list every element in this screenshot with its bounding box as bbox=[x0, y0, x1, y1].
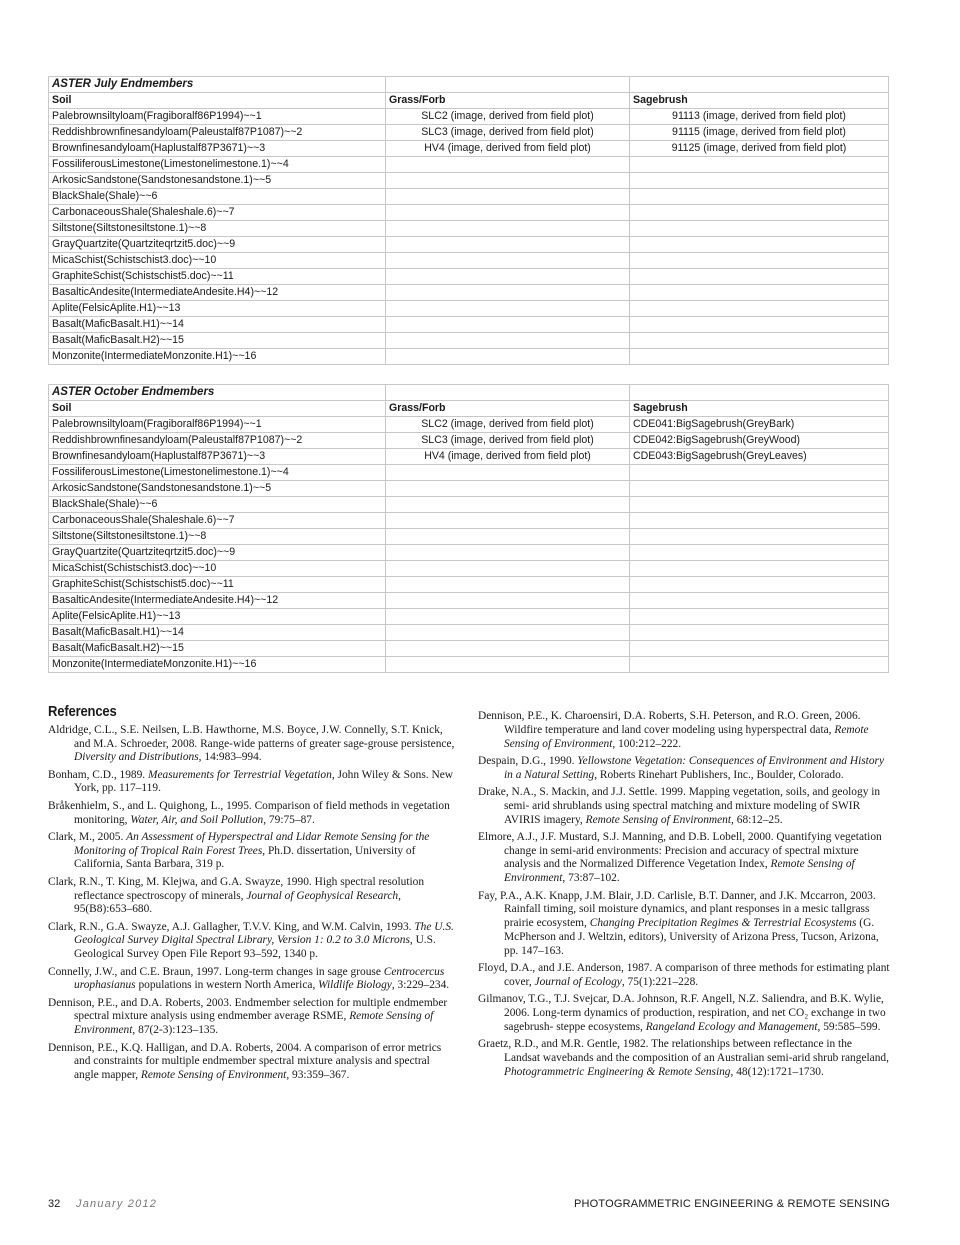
reference-text: , 93:359–367. bbox=[286, 1069, 350, 1082]
reference-entry bbox=[478, 710, 890, 751]
reference-title-italic: The U.S. Geological Survey Digital Spectral Library, Version 1: 0.2 to 3.0 Microns bbox=[74, 920, 454, 947]
reference-entry bbox=[48, 769, 456, 797]
reference-text: , 75(1):221–228. bbox=[621, 975, 699, 988]
table-row bbox=[49, 109, 889, 125]
table-row bbox=[49, 449, 889, 465]
table-row bbox=[49, 609, 889, 625]
reference-text: Despain, D.G., 1990. bbox=[478, 754, 578, 767]
reference-text: , 100:212–222. bbox=[612, 737, 682, 750]
sagebrush-cell bbox=[630, 641, 889, 657]
reference-text: , U.S. Geological Survey Open File Report 93–592, 1340 p. bbox=[74, 934, 436, 961]
table-row bbox=[49, 253, 889, 269]
reference-text: Clark, M., 2005. bbox=[48, 830, 127, 843]
sagebrush-cell bbox=[630, 173, 889, 189]
reference-entry bbox=[48, 800, 456, 828]
grass-forb-cell bbox=[386, 205, 630, 221]
soil-cell: MicaSchist(Schistschist3.doc)~~10 bbox=[49, 561, 386, 577]
table-row bbox=[49, 157, 889, 173]
sagebrush-cell bbox=[630, 269, 889, 285]
reference-text: Gilmanov, T.G., T.J. Svejcar, D.A. Johnson, R.F. Angell, N.Z. Saliendra, and B.K. Wylie, 2006. Long-term dynamics of production, respiration, and net CO₂ exchange in two sagebrush- steppe ecosystems, bbox=[478, 993, 886, 1033]
grass-forb-cell bbox=[386, 285, 630, 301]
grass-forb-cell bbox=[386, 157, 630, 173]
grass-forb-cell: SLC3 (image, derived from field plot) bbox=[386, 125, 630, 141]
soil-cell: Aplite(FelsicAplite.H1)~~13 bbox=[49, 301, 386, 317]
reference-title-italic: Changing Precipitation Regimes & Terrestrial Ecosystems bbox=[589, 917, 857, 930]
reference-title-italic: Journal of Ecology bbox=[534, 975, 622, 988]
table-row bbox=[49, 141, 889, 157]
empty-cell bbox=[630, 385, 889, 401]
reference-text: , 48(12):1721–1730. bbox=[730, 1065, 824, 1078]
grass-forb-cell bbox=[386, 593, 630, 609]
sagebrush-cell: CDE041:BigSagebrush(GreyBark) bbox=[630, 417, 889, 433]
reference-text: , 14:983–994. bbox=[198, 751, 262, 764]
reference-text: Bonham, C.D., 1989. bbox=[48, 768, 148, 781]
sagebrush-cell bbox=[630, 333, 889, 349]
sagebrush-cell: 91115 (image, derived from field plot) bbox=[630, 125, 889, 141]
soil-cell: GrayQuartzite(Quartziteqrtzit5.doc)~~9 bbox=[49, 237, 386, 253]
reference-entry bbox=[48, 724, 456, 765]
reference-text: Bråkenhielm, S., and L. Quighong, L., 1995. Comparison of field methods in vegetation monitoring, bbox=[48, 799, 450, 826]
table-title-row bbox=[49, 385, 889, 401]
table-title-row bbox=[49, 77, 889, 93]
soil-cell: BasalticAndesite(IntermediateAndesite.H4)~~12 bbox=[49, 593, 386, 609]
sagebrush-cell bbox=[630, 285, 889, 301]
grass-forb-cell bbox=[386, 269, 630, 285]
page-footer bbox=[48, 1198, 890, 1214]
column-header-grass-forb: Grass/Forb bbox=[386, 401, 630, 417]
soil-cell: Brownfinesandyloam(Haplustalf87P3671)~~3 bbox=[49, 141, 386, 157]
sagebrush-cell bbox=[630, 465, 889, 481]
sagebrush-cell bbox=[630, 157, 889, 173]
reference-text: populations in western North America, bbox=[135, 979, 319, 992]
sagebrush-cell bbox=[630, 625, 889, 641]
october-endmembers-table bbox=[48, 384, 889, 673]
soil-cell: Palebrownsiltyloam(Fragiboralf86P1994)~~1 bbox=[49, 417, 386, 433]
sagebrush-cell bbox=[630, 545, 889, 561]
grass-forb-cell bbox=[386, 173, 630, 189]
reference-text: , 68:12–25. bbox=[731, 813, 783, 826]
empty-cell bbox=[386, 77, 630, 93]
grass-forb-cell: SLC2 (image, derived from field plot) bbox=[386, 417, 630, 433]
soil-cell: ArkosicSandstone(Sandstonesandstone.1)~~5 bbox=[49, 481, 386, 497]
grass-forb-cell bbox=[386, 221, 630, 237]
sagebrush-cell bbox=[630, 253, 889, 269]
grass-forb-cell bbox=[386, 561, 630, 577]
reference-title-italic: Remote Sensing of Environment bbox=[74, 1010, 434, 1037]
sagebrush-cell bbox=[630, 513, 889, 529]
grass-forb-cell bbox=[386, 641, 630, 657]
grass-forb-cell bbox=[386, 513, 630, 529]
reference-entry bbox=[478, 993, 890, 1034]
reference-text: , 59:585–599. bbox=[817, 1020, 881, 1033]
soil-cell: GraphiteSchist(Schistschist5.doc)~~11 bbox=[49, 577, 386, 593]
soil-cell: Siltstone(Siltstonesiltstone.1)~~8 bbox=[49, 529, 386, 545]
reference-title-italic: Remote Sensing of Environment bbox=[504, 723, 869, 750]
reference-entry bbox=[48, 966, 456, 994]
reference-entry bbox=[48, 1042, 456, 1083]
reference-title-italic: Water, Air, and Soil Pollution bbox=[130, 813, 264, 826]
soil-cell: Palebrownsiltyloam(Fragiboralf86P1994)~~1 bbox=[49, 109, 386, 125]
reference-text: , John Wiley & Sons. New York, pp. 117–119. bbox=[74, 768, 453, 795]
soil-cell: CarbonaceousShale(Shaleshale.6)~~7 bbox=[49, 205, 386, 221]
reference-text: , 87(2-3):123–135. bbox=[132, 1024, 219, 1037]
table-row bbox=[49, 465, 889, 481]
journal-name: PHOTOGRAMMETRIC ENGINEERING & REMOTE SENSING bbox=[573, 1198, 890, 1210]
column-header-soil: Soil bbox=[49, 93, 386, 109]
sagebrush-cell: 91113 (image, derived from field plot) bbox=[630, 109, 889, 125]
soil-cell: Brownfinesandyloam(Haplustalf87P3671)~~3 bbox=[49, 449, 386, 465]
table-row bbox=[49, 173, 889, 189]
reference-text: Elmore, A.J., J.F. Mustard, S.J. Manning, and D.B. Lobell, 2000. Quantifying vegetation change in semi-arid environments: Precision and accuracy of spectral mixture analysis and the Normalized Difference Vegetation Index, bbox=[478, 830, 882, 871]
sagebrush-cell: 91125 (image, derived from field plot) bbox=[630, 141, 889, 157]
grass-forb-cell bbox=[386, 349, 630, 365]
reference-title-italic: Rangeland Ecology and Management bbox=[645, 1020, 818, 1033]
table-row bbox=[49, 237, 889, 253]
reference-text: Floyd, D.A., and J.E. Anderson, 1987. A comparison of three methods for estimating plant cover, bbox=[478, 962, 890, 988]
reference-entry bbox=[48, 876, 456, 917]
sagebrush-cell bbox=[630, 205, 889, 221]
table-row bbox=[49, 349, 889, 365]
reference-text: Dennison, P.E., K.Q. Halligan, and D.A. Roberts, 2004. A comparison of error metrics and constraints for multiple endmember spectral mixture analysis and spectral angle mapper, bbox=[48, 1041, 442, 1082]
issue-date: January 2012 bbox=[76, 1198, 158, 1210]
grass-forb-cell: HV4 (image, derived from field plot) bbox=[386, 141, 630, 157]
grass-forb-cell bbox=[386, 497, 630, 513]
reference-text: Dennison, P.E., K. Charoensiri, D.A. Roberts, S.H. Peterson, and R.O. Green, 2006. Wildfire temperature and land cover modeling using hyperspectral data, bbox=[478, 710, 861, 736]
grass-forb-cell bbox=[386, 237, 630, 253]
reference-title-italic: Yellowstone Vegetation: Consequences of Environment and History in a Natural Setting bbox=[504, 754, 885, 781]
table-row bbox=[49, 545, 889, 561]
soil-cell: Basalt(MaficBasalt.H1)~~14 bbox=[49, 625, 386, 641]
table-row bbox=[49, 221, 889, 237]
table-row bbox=[49, 205, 889, 221]
reference-entry bbox=[478, 755, 890, 783]
soil-cell: Reddishbrownfinesandyloam(Paleustalf87P1087)~~2 bbox=[49, 433, 386, 449]
reference-text: , 95(B8):653–680. bbox=[74, 889, 401, 916]
grass-forb-cell bbox=[386, 657, 630, 673]
sagebrush-cell: CDE043:BigSagebrush(GreyLeaves) bbox=[630, 449, 889, 465]
reference-text: Clark, R.N., G.A. Swayze, A.J. Gallagher, T.V.V. King, and W.M. Calvin, 1993. bbox=[48, 920, 415, 933]
soil-cell: Siltstone(Siltstonesiltstone.1)~~8 bbox=[49, 221, 386, 237]
reference-text: , 73:87–102. bbox=[562, 872, 620, 885]
table-row bbox=[49, 301, 889, 317]
sagebrush-cell bbox=[630, 301, 889, 317]
table-title: ASTER October Endmembers bbox=[49, 385, 386, 401]
table-row bbox=[49, 625, 889, 641]
column-header-sagebrush: Sagebrush bbox=[630, 401, 889, 417]
soil-cell: GrayQuartzite(Quartziteqrtzit5.doc)~~9 bbox=[49, 545, 386, 561]
reference-title-italic: Wildlife Biology bbox=[318, 979, 392, 992]
table-row bbox=[49, 125, 889, 141]
soil-cell: Basalt(MaficBasalt.H2)~~15 bbox=[49, 333, 386, 349]
soil-cell: Monzonite(IntermediateMonzonite.H1)~~16 bbox=[49, 657, 386, 673]
grass-forb-cell: SLC2 (image, derived from field plot) bbox=[386, 109, 630, 125]
sagebrush-cell bbox=[630, 657, 889, 673]
sagebrush-cell bbox=[630, 237, 889, 253]
grass-forb-cell bbox=[386, 189, 630, 205]
sagebrush-cell bbox=[630, 317, 889, 333]
references-heading: References bbox=[48, 704, 117, 720]
sagebrush-cell: CDE042:BigSagebrush(GreyWood) bbox=[630, 433, 889, 449]
grass-forb-cell: HV4 (image, derived from field plot) bbox=[386, 449, 630, 465]
soil-cell: Reddishbrownfinesandyloam(Paleustalf87P1087)~~2 bbox=[49, 125, 386, 141]
table-row bbox=[49, 641, 889, 657]
soil-cell: Monzonite(IntermediateMonzonite.H1)~~16 bbox=[49, 349, 386, 365]
reference-entry bbox=[48, 997, 456, 1038]
soil-cell: BasalticAndesite(IntermediateAndesite.H4)~~12 bbox=[49, 285, 386, 301]
grass-forb-cell bbox=[386, 529, 630, 545]
table-row bbox=[49, 433, 889, 449]
sagebrush-cell bbox=[630, 529, 889, 545]
reference-title-italic: An Assessment of Hyperspectral and Lidar Remote Sensing for the Monitoring of Tropical Rain Forest Trees bbox=[74, 830, 430, 857]
soil-cell: FossiliferousLimestone(Limestonelimestone.1)~~4 bbox=[49, 465, 386, 481]
table-row bbox=[49, 481, 889, 497]
reference-entry bbox=[48, 831, 456, 872]
grass-forb-cell bbox=[386, 465, 630, 481]
table-header-row bbox=[49, 401, 889, 417]
soil-cell: BlackShale(Shale)~~6 bbox=[49, 189, 386, 205]
grass-forb-cell bbox=[386, 301, 630, 317]
reference-text: Connelly, J.W., and C.E. Braun, 1997. Long-term changes in sage grouse bbox=[48, 965, 384, 978]
reference-title-italic: Remote Sensing of Environment bbox=[140, 1069, 287, 1082]
sagebrush-cell bbox=[630, 609, 889, 625]
grass-forb-cell: SLC3 (image, derived from field plot) bbox=[386, 433, 630, 449]
soil-cell: Basalt(MaficBasalt.H1)~~14 bbox=[49, 317, 386, 333]
reference-title-italic: Centrocercus urophasianus bbox=[74, 965, 445, 992]
reference-title-italic: Journal of Geophysical Research bbox=[246, 889, 399, 902]
page-number: 32 bbox=[48, 1198, 61, 1210]
sagebrush-cell bbox=[630, 189, 889, 205]
table-row bbox=[49, 269, 889, 285]
soil-cell: Aplite(FelsicAplite.H1)~~13 bbox=[49, 609, 386, 625]
table-row bbox=[49, 561, 889, 577]
reference-entry bbox=[478, 831, 890, 886]
table-row bbox=[49, 317, 889, 333]
reference-text: , Ph.D. dissertation, University of California, Santa Barbara, 319 p. bbox=[74, 844, 416, 871]
reference-title-italic: Remote Sensing of Environment bbox=[504, 858, 855, 885]
table-row bbox=[49, 497, 889, 513]
grass-forb-cell bbox=[386, 333, 630, 349]
references-right-column bbox=[478, 710, 890, 1083]
grass-forb-cell bbox=[386, 253, 630, 269]
table-row bbox=[49, 529, 889, 545]
sagebrush-cell bbox=[630, 221, 889, 237]
reference-text: Fay, P.A., A.K. Knapp, J.M. Blair, J.D. Carlisle, B.T. Danner, and J.K. Mccarron, 2003. Rainfall timing, soil moisture dynamics, and plant responses in a mesic tallgrass prairie ecosystem, bbox=[478, 889, 876, 930]
reference-title-italic: Measurements for Terrestrial Vegetation bbox=[148, 768, 332, 781]
grass-forb-cell bbox=[386, 545, 630, 561]
table-row bbox=[49, 513, 889, 529]
reference-entry bbox=[478, 890, 890, 959]
table-row bbox=[49, 577, 889, 593]
table-title: ASTER July Endmembers bbox=[49, 77, 386, 93]
table-row bbox=[49, 285, 889, 301]
soil-cell: BlackShale(Shale)~~6 bbox=[49, 497, 386, 513]
grass-forb-cell bbox=[386, 317, 630, 333]
reference-entry bbox=[478, 786, 890, 827]
empty-cell bbox=[630, 77, 889, 93]
sagebrush-cell bbox=[630, 577, 889, 593]
soil-cell: FossiliferousLimestone(Limestonelimestone.1)~~4 bbox=[49, 157, 386, 173]
table-row bbox=[49, 333, 889, 349]
references-left-column bbox=[48, 706, 456, 1086]
reference-title-italic: Diversity and Distributions bbox=[74, 751, 199, 764]
column-header-grass-forb: Grass/Forb bbox=[386, 93, 630, 109]
reference-text: Drake, N.A., S. Mackin, and J.J. Settle. 1999. Mapping vegetation, soils, and geology in semi- arid shrublands using spectral matching and mixture modeling of SWIR AVIRIS imagery, bbox=[478, 785, 881, 826]
reference-text: , 79:75–87. bbox=[263, 813, 315, 826]
reference-entry bbox=[478, 962, 890, 990]
sagebrush-cell bbox=[630, 349, 889, 365]
reference-text: , Roberts Rinehart Publishers, Inc., Boulder, Colorado. bbox=[594, 768, 844, 781]
table-header-row bbox=[49, 93, 889, 109]
column-header-soil: Soil bbox=[49, 401, 386, 417]
reference-text: , 3:229–234. bbox=[391, 979, 450, 992]
sagebrush-cell bbox=[630, 561, 889, 577]
reference-text: Graetz, R.D., and M.R. Gentle, 1982. The relationships between reflectance in the Landsat wavebands and the composition of an Australian semi-arid shrub rangeland, bbox=[478, 1038, 889, 1064]
reference-entry bbox=[478, 1038, 890, 1079]
sagebrush-cell bbox=[630, 481, 889, 497]
empty-cell bbox=[386, 385, 630, 401]
reference-entry bbox=[48, 921, 456, 962]
soil-cell: CarbonaceousShale(Shaleshale.6)~~7 bbox=[49, 513, 386, 529]
soil-cell: Basalt(MaficBasalt.H2)~~15 bbox=[49, 641, 386, 657]
reference-text: Aldridge, C.L., S.E. Neilsen, L.B. Hawthorne, M.S. Boyce, J.W. Connelly, S.T. Knick, and M.A. Schroeder, 2008. Range-wide patterns of greater sage-grouse persistence, bbox=[48, 723, 455, 750]
table-row bbox=[49, 189, 889, 205]
column-header-sagebrush: Sagebrush bbox=[630, 93, 889, 109]
reference-text: Clark, R.N., T. King, M. Klejwa, and G.A. Swayze, 1990. High spectral resolution reflectance spectroscopy of minerals, bbox=[48, 875, 425, 902]
july-endmembers-table bbox=[48, 76, 889, 365]
reference-title-italic: Remote Sensing of Environment bbox=[585, 813, 732, 826]
soil-cell: GraphiteSchist(Schistschist5.doc)~~11 bbox=[49, 269, 386, 285]
grass-forb-cell bbox=[386, 625, 630, 641]
table-row bbox=[49, 657, 889, 673]
grass-forb-cell bbox=[386, 609, 630, 625]
grass-forb-cell bbox=[386, 577, 630, 593]
table-row bbox=[49, 593, 889, 609]
reference-text: Dennison, P.E., and D.A. Roberts, 2003. Endmember selection for multiple endmember spectral mixture analysis using endmember average RSME, bbox=[48, 996, 448, 1023]
sagebrush-cell bbox=[630, 497, 889, 513]
grass-forb-cell bbox=[386, 481, 630, 497]
reference-title-italic: Photogrammetric Engineering & Remote Sensing bbox=[504, 1065, 731, 1078]
soil-cell: ArkosicSandstone(Sandstonesandstone.1)~~5 bbox=[49, 173, 386, 189]
soil-cell: MicaSchist(Schistschist3.doc)~~10 bbox=[49, 253, 386, 269]
sagebrush-cell bbox=[630, 593, 889, 609]
table-row bbox=[49, 417, 889, 433]
reference-text: (G. McPherson and J. Weltzin, editors), University of Arizona Press, Tucson, Arizona, pp. 147–163. bbox=[504, 917, 879, 957]
